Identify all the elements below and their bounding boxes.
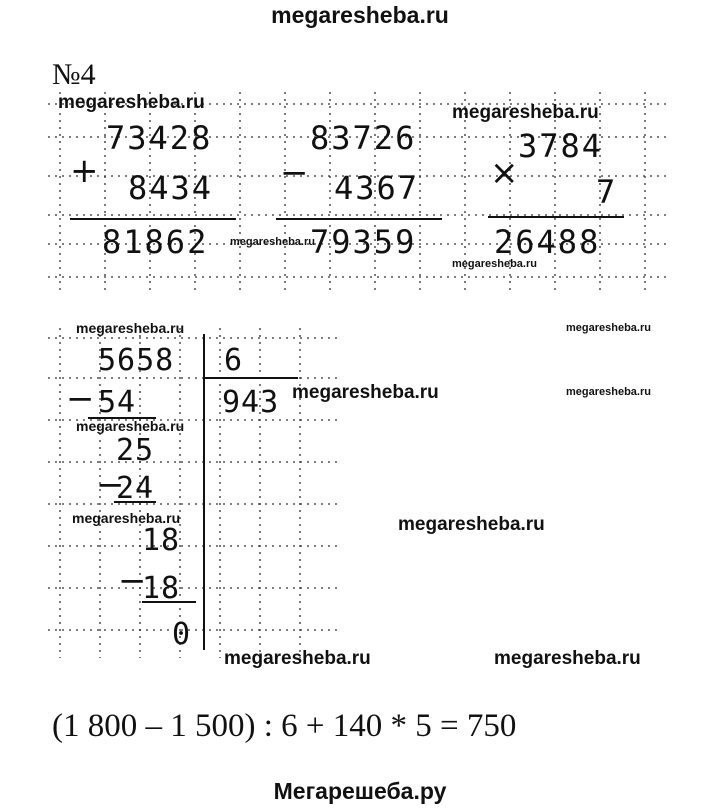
- addition-result: 81862: [102, 223, 209, 261]
- division-quotient: 943: [222, 385, 280, 420]
- watermark: megaresheba.ru: [76, 418, 185, 434]
- division-minus-2: −: [96, 465, 125, 505]
- division-step-3: 24: [116, 471, 155, 506]
- watermark: megaresheba.ru: [72, 510, 181, 526]
- multiplication-operand-b: 7: [596, 173, 618, 211]
- addition-plus-sign: +: [70, 151, 99, 191]
- subtraction-minus-sign: −: [280, 153, 309, 193]
- watermark: megaresheba.ru: [58, 92, 205, 113]
- watermark: megaresheba.ru: [566, 386, 651, 398]
- division-minus-1: −: [66, 379, 95, 419]
- grid-division: [48, 328, 338, 658]
- division-step-4: 18: [142, 523, 181, 558]
- addition-operand-a: 73428: [106, 119, 213, 157]
- site-footer: Мегарешеба.ру: [273, 778, 447, 804]
- watermark: megaresheba.ru: [452, 102, 599, 123]
- watermark: megaresheba.ru: [224, 648, 371, 669]
- subtraction-operand-a: 83726: [310, 119, 417, 157]
- multiplication-times-sign: ×: [490, 153, 519, 193]
- division-minus-3: −: [118, 561, 147, 601]
- watermark: megaresheba.ru: [292, 382, 439, 403]
- division-step-5: 18: [142, 571, 181, 606]
- subtraction-operand-b: 4367: [334, 169, 420, 207]
- subtraction-result: 79359: [310, 223, 417, 261]
- division-divisor: 6: [224, 343, 244, 378]
- addition-operand-b: 8434: [128, 169, 214, 207]
- multiplication-operand-a: 3784: [518, 127, 604, 165]
- watermark: megaresheba.ru: [398, 514, 545, 535]
- site-header: megaresheba.ru: [271, 2, 449, 28]
- multiplication-result: 26488: [494, 223, 601, 261]
- task-number: №4: [52, 58, 96, 91]
- expression-equation: (1 800 – 1 500) : 6 + 140 * 5 = 750: [52, 708, 517, 744]
- watermark: megaresheba.ru: [76, 320, 185, 336]
- division-step-2: 25: [116, 433, 155, 468]
- division-dividend: 5658: [98, 343, 175, 378]
- watermark: megaresheba.ru: [452, 258, 537, 270]
- watermark: megaresheba.ru: [494, 648, 641, 669]
- division-remainder: 0: [172, 617, 192, 652]
- watermark: megaresheba.ru: [230, 236, 315, 248]
- division-step-1: 54: [98, 385, 137, 420]
- watermark: megaresheba.ru: [566, 322, 651, 334]
